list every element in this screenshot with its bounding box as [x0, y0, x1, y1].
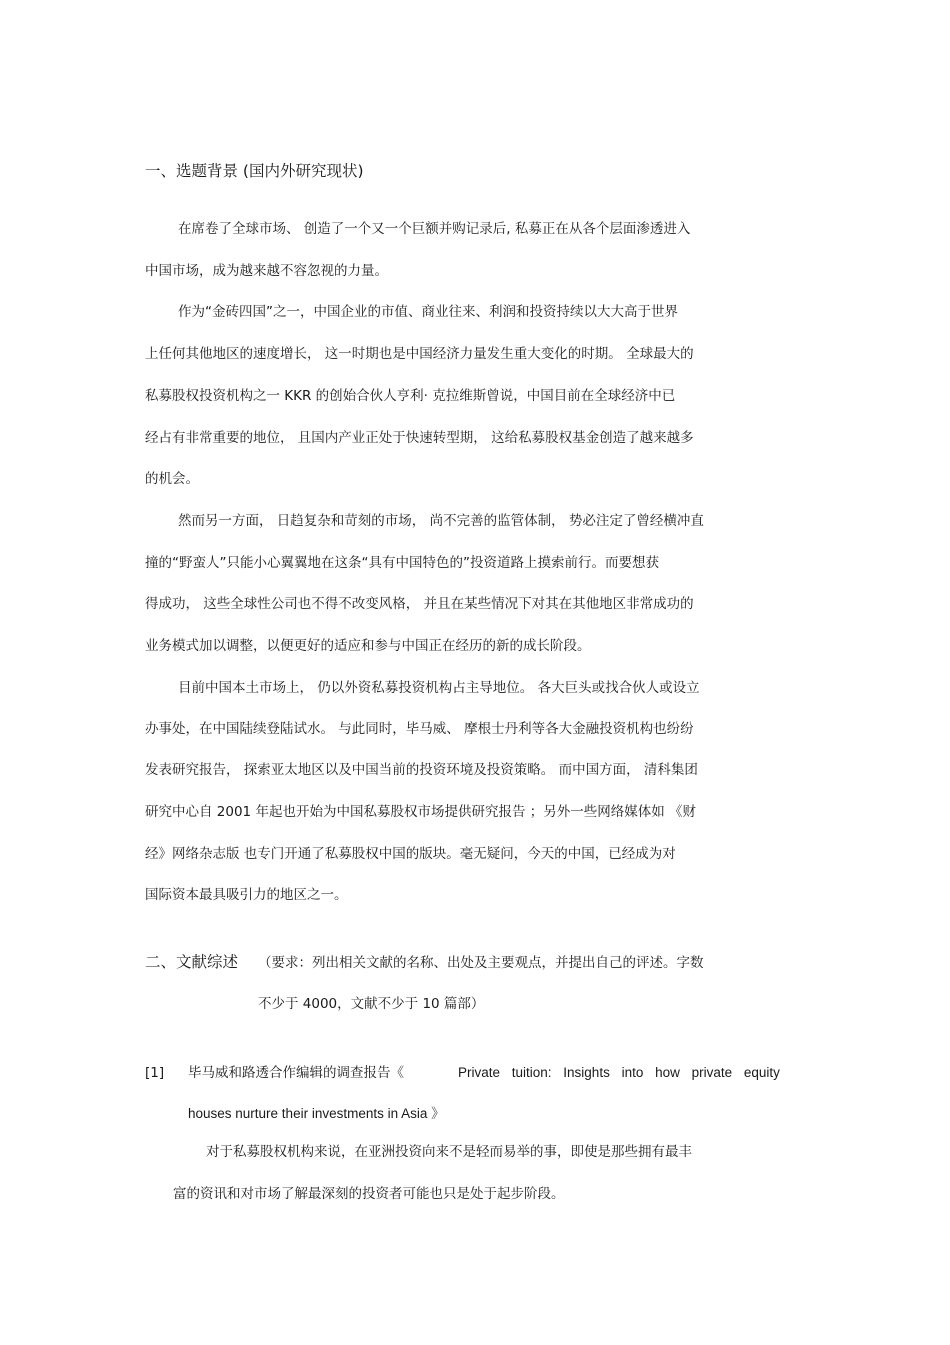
p4-line6: 国际资本最具吸引力的地区之一。	[145, 887, 348, 903]
section2-requirement-line1: （要求：列出相关文献的名称、出处及主要观点，并提出自己的评述。字数	[258, 955, 704, 971]
p3-line3: 得成功， 这些全球性公司也不得不改变风格， 并且在某些情况下对其在其他地区非常成功的	[145, 596, 694, 612]
p4-line1: 目前中国本土市场上， 仍以外资私募投资机构占主导地位。 各大巨头或找合伙人或设立	[178, 680, 700, 696]
p4-line2: 办事处，在中国陆续登陆试水。 与此同时，毕马威、 摩根士丹利等各大金融投资机构也纷纷	[145, 721, 694, 737]
p3-line4: 业务模式加以调整，以便更好的适应和参与中国正在经历的新的成长阶段。	[145, 638, 591, 654]
p2-line3: 私募股权投资机构之一 KKR 的创始合伙人亨利· 克拉维斯曾说，中国目前在全球经济中已	[145, 388, 676, 404]
p3-line1: 然而另一方面， 日趋复杂和苛刻的市场， 尚不完善的监管体制， 势必注定了曾经横冲直	[178, 513, 704, 529]
section1-heading: 一、选题背景 (国内外研究现状)	[145, 162, 364, 180]
p4-line3: 发表研究报告， 探索亚太地区以及中国当前的投资环境及投资策略。 而中国方面， 清科集团	[145, 762, 698, 778]
ref1-body-line2: 富的资讯和对市场了解最深刻的投资者可能也只是处于起步阶段。	[173, 1186, 565, 1202]
p4-line5: 经》网络杂志版 也专门开通了私募股权中国的版块。毫无疑问，今天的中国，已经成为对	[145, 846, 676, 862]
p2-line5: 的机会。	[145, 471, 199, 487]
section2-heading: 二、文献综述	[145, 953, 239, 971]
p2-line4: 经占有非常重要的地位， 且国内产业正处于快速转型期， 这给私募股权基金创造了越来越多	[145, 430, 694, 446]
p2-line1: 作为“金砖四国”之一，中国企业的市值、商业往来、利润和投资持续以大大高于世界	[178, 304, 678, 320]
p1-line2: 中国市场，成为越来越不容忽视的力量。	[145, 263, 388, 279]
p4-line4: 研究中心自 2001 年起也开始为中国私募股权市场提供研究报告 ；另外一些网络媒体如 《财	[145, 804, 697, 820]
p1-line1: 在席卷了全球市场、 创造了一个又一个巨额并购记录后, 私募正在从各个层面渗透进入	[178, 221, 691, 237]
ref1-number: [1]	[145, 1065, 165, 1081]
ref1-title-en: Private tuition: Insights into how private equity	[458, 1065, 780, 1080]
p2-line2: 上任何其他地区的速度增长， 这一时期也是中国经济力量发生重大变化的时期。 全球最大的	[145, 346, 694, 362]
p3-line2: 撞的“野蛮人”只能小心翼翼地在这条“具有中国特色的”投资道路上摸索前行。而要想获	[145, 555, 659, 571]
section2-requirement-line2: 不少于 4000，文献不少于 10 篇部）	[258, 996, 485, 1012]
ref1-body-line1: 对于私募股权机构来说，在亚洲投资向来不是轻而易举的事，即使是那些拥有最丰	[206, 1144, 692, 1160]
ref1-title-cn: 毕马威和路透合作编辑的调查报告《	[188, 1065, 404, 1081]
ref1-title-line2: houses nurture their investments in Asia 》	[188, 1106, 445, 1121]
